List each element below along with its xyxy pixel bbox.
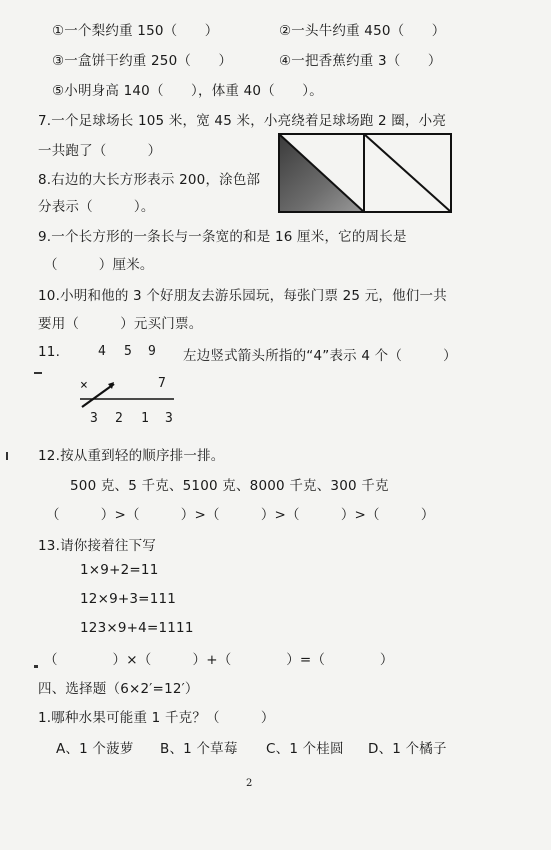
scan-mark — [34, 665, 38, 668]
q11-arrow-and-rule — [78, 380, 178, 410]
q13-title: 13.请你接着往下写 — [38, 538, 156, 554]
q11-multiply-sign: × — [80, 378, 89, 393]
q12-blanks: （ ）>（ ）>（ ）>（ ）>（ ） — [46, 507, 435, 523]
section4-title: 四、选择题（6×2′=12′） — [38, 681, 199, 697]
q13-blank-row: （ ）×（ ）+（ ）=（ ） — [44, 652, 394, 668]
right-diagonal — [364, 134, 451, 212]
q6-item1: ①一个梨约重 150（ ） — [52, 23, 219, 39]
q6-item5: ⑤小明身高 140（ ），体重 40（ ）。 — [52, 83, 323, 99]
q11-number: 11. — [38, 344, 61, 360]
q7-line1: 7.一个足球场长 105 米，宽 45 米，小亮绕着足球场跑 2 圈，小亮 — [38, 113, 447, 129]
q11-multiplier: 7 — [158, 376, 167, 391]
q7-line2: 一共跑了（ ） — [38, 143, 162, 159]
q11-result-digit-3: 1 — [141, 411, 150, 426]
option-b: B、1 个草莓 — [160, 741, 238, 757]
q9-line1: 9.一个长方形的一条长与一条宽的和是 16 厘米，它的周长是 — [38, 229, 407, 245]
fraction-rectangle-figure — [278, 133, 452, 213]
q11-top-digit-3: 9 — [148, 344, 157, 359]
option-d: D、1 个橘子 — [368, 741, 447, 757]
q8-line1: 8.右边的大长方形表示 200，涂色部 — [38, 172, 261, 188]
option-c: C、1 个桂圆 — [266, 741, 344, 757]
q13-eq3: 123×9+4=1111 — [80, 620, 194, 636]
q8-line2: 分表示（ ）。 — [38, 199, 155, 215]
q11-result-digit-2: 2 — [115, 411, 124, 426]
scan-mark — [34, 372, 42, 374]
q12-items: 500 克、5 千克、5100 克、8000 千克、300 千克 — [70, 478, 389, 494]
q11-arrow-shaft — [82, 384, 114, 407]
section4-q1: 1.哪种水果可能重 1 千克？（ ） — [38, 710, 275, 726]
q13-eq1: 1×9+2=11 — [80, 562, 159, 578]
q13-eq2: 12×9+3=111 — [80, 591, 177, 607]
q12-title: 12.按从重到轻的顺序排一排。 — [38, 448, 225, 464]
q11-top-digit-2: 5 — [124, 344, 133, 359]
q6-item3: ③一盒饼干约重 250（ ） — [52, 53, 233, 69]
q6-item2: ②一头牛约重 450（ ） — [279, 23, 446, 39]
option-a: A、1 个菠萝 — [56, 741, 134, 757]
q11-result-digit-4: 3 — [165, 411, 174, 426]
q6-item4: ④一把香蕉约重 3（ ） — [279, 53, 442, 69]
page-number: 2 — [246, 778, 253, 789]
q10-line1: 10.小明和他的 3 个好朋友去游乐园玩，每张门票 25 元，他们一共 — [38, 288, 447, 304]
q11-result-digit-1: 3 — [90, 411, 99, 426]
q11-top-digit-1: 4 — [98, 344, 107, 359]
scan-mark — [6, 452, 8, 460]
q10-line2: 要用（ ）元买门票。 — [38, 316, 203, 332]
q11-question: 左边竖式箭头所指的“4”表示 4 个（ ） — [183, 348, 457, 364]
q9-line2: （ ）厘米。 — [44, 257, 154, 273]
